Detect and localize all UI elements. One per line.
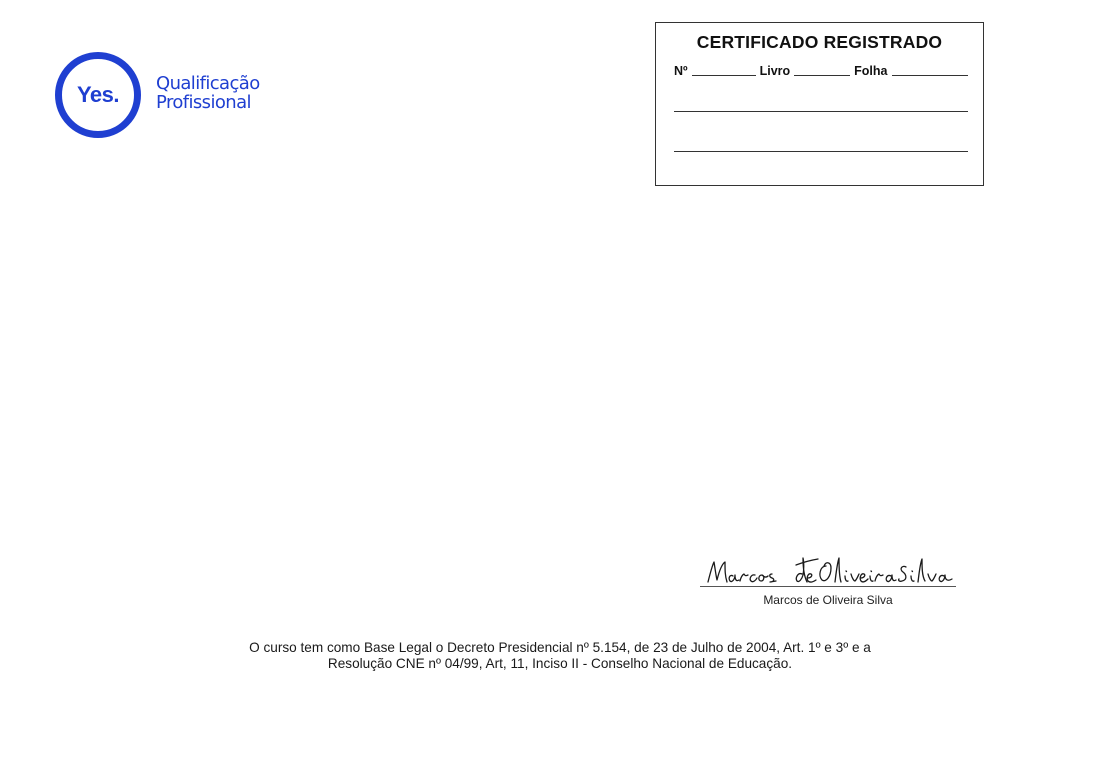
signature-drawing (700, 552, 956, 590)
registration-blank-line-1 (674, 111, 968, 112)
book-label: Livro (759, 64, 791, 78)
page-blank-line (892, 63, 969, 76)
number-blank-line (692, 63, 756, 76)
registration-box (655, 22, 984, 186)
legal-note-line-2: Resolução CNE nº 04/99, Art, 11, Inciso II - Conselho Nacional de Educação. (327, 656, 793, 671)
registration-title: CERTIFICADO REGISTRADO (696, 32, 943, 52)
legal-note-line-1: O curso tem como Base Legal o Decreto Presidencial nº 5.154, de 23 de Julho de 2004, Art. 1º e 3º e a (249, 640, 871, 655)
logo-line-2: Profissional (156, 92, 251, 113)
book-blank-line (794, 63, 850, 76)
logo-wordmark (156, 74, 260, 112)
page-label: Folha (854, 64, 888, 78)
registration-fields (674, 63, 968, 78)
signature-line (700, 586, 956, 587)
company-logo (55, 52, 275, 138)
logo-mark-text: Yes. (76, 82, 120, 107)
number-label: Nº (674, 64, 688, 78)
signatory-name: Marcos de Oliveira Silva (763, 593, 893, 607)
logo-circle-mark (55, 52, 141, 138)
legal-basis-note (160, 640, 960, 672)
handwritten-signature (700, 552, 956, 590)
logo-line-1: Qualificação (156, 73, 260, 94)
registration-blank-line-2 (674, 151, 968, 152)
